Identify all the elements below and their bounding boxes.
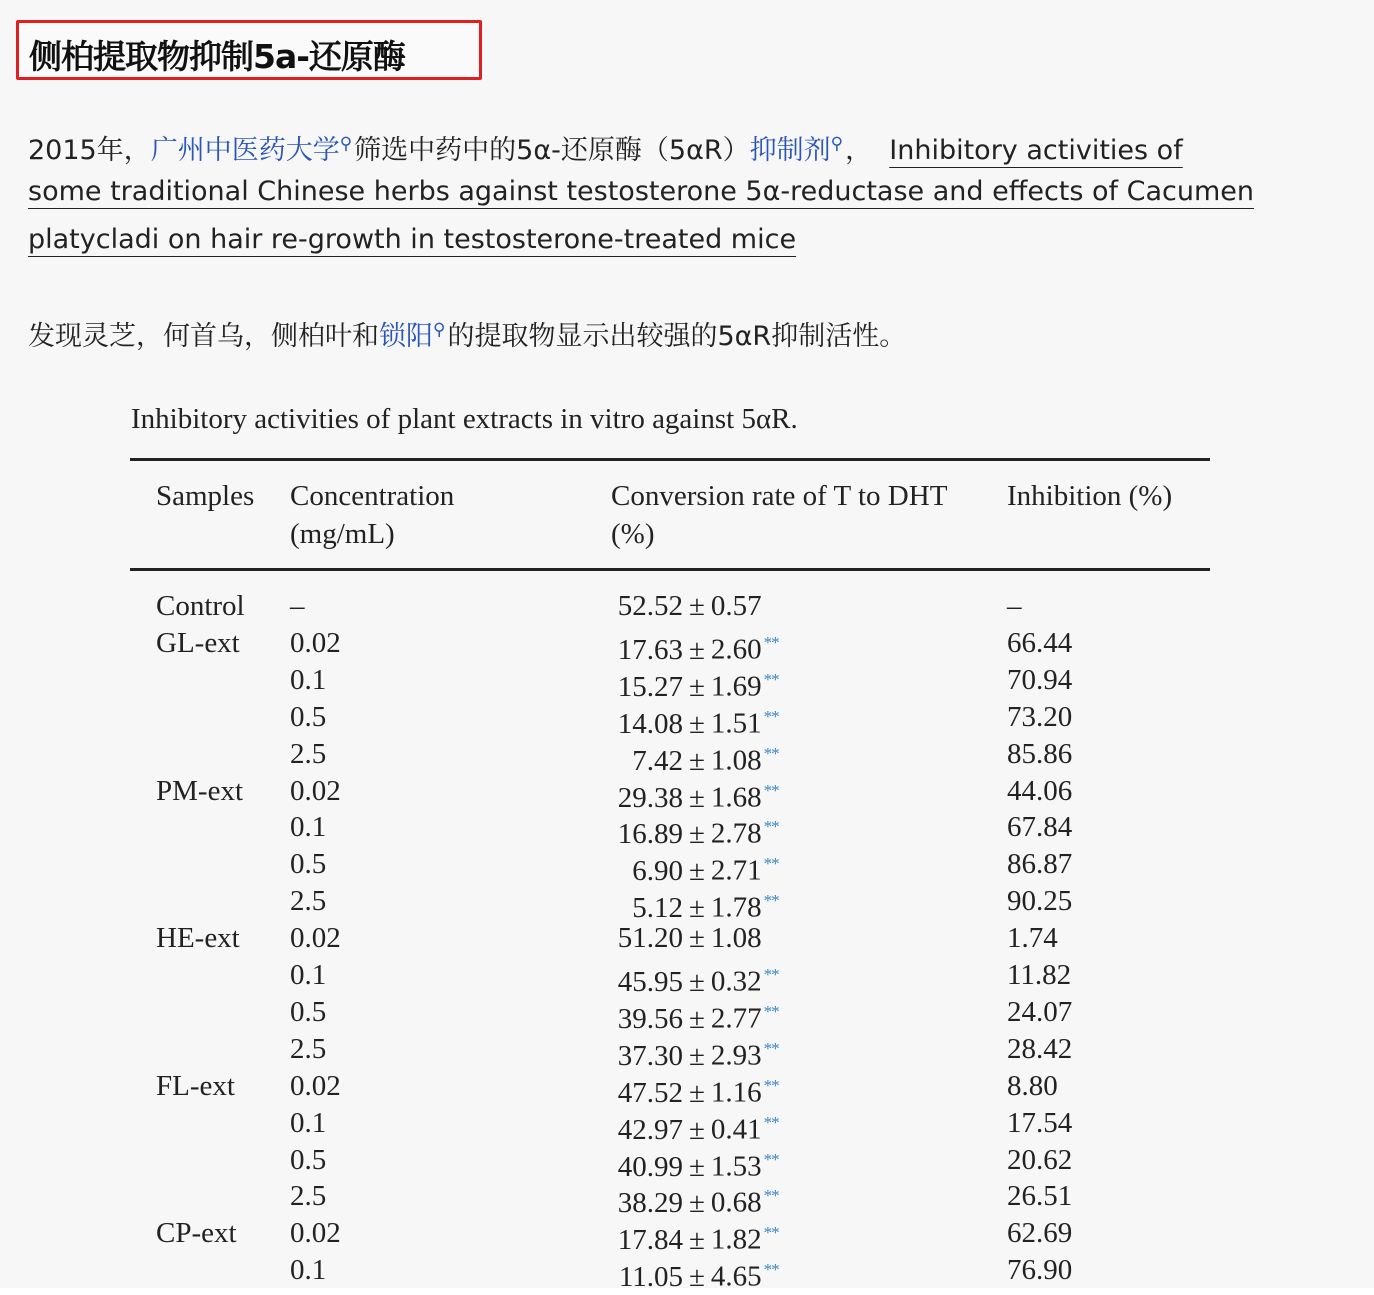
inhibition-cell: 76.90 [1007, 1254, 1073, 1286]
plus-minus-sign: ± [689, 1223, 705, 1256]
inhibition-cell: 66.44 [1007, 627, 1073, 659]
mean-value: 14.08 [617, 707, 683, 740]
sd-value: 0.32 [710, 965, 762, 998]
significance-mark[interactable]: ** [763, 670, 779, 689]
magnifier-icon[interactable]: ⚲ [339, 134, 353, 154]
inhibition-cell: 28.42 [1007, 1033, 1073, 1065]
mean-value: 11.05 [618, 1260, 683, 1293]
inhibition-cell: 17.54 [1007, 1107, 1073, 1139]
intro-comma: ， [845, 135, 873, 166]
conversion-cell [611, 1252, 779, 1295]
mean-value: 5.12 [632, 891, 683, 924]
intro-middle: 筛选中药中的5α-还原酶（5αR） [354, 135, 750, 166]
significance-mark[interactable]: ** [763, 1113, 779, 1132]
inhibition-cell: – [1007, 590, 1022, 622]
sd-value: 2.78 [710, 817, 762, 850]
concentration-cell: 0.1 [290, 1107, 327, 1139]
concentration-cell: 2.5 [290, 1180, 327, 1212]
plus-minus-sign: ± [689, 1002, 705, 1035]
plus-minus-sign: ± [689, 1260, 705, 1293]
header-conversion-line2: (%) [611, 518, 655, 550]
concentration-cell: 2.5 [290, 738, 327, 770]
concentration-cell: 0.5 [290, 996, 327, 1028]
significance-mark[interactable]: ** [763, 781, 779, 800]
sd-value: 1.08 [710, 744, 762, 777]
plus-minus-sign: ± [689, 670, 705, 703]
header-samples: Samples [156, 480, 255, 512]
sample-cell: FL-ext [156, 1070, 235, 1102]
magnifier-icon[interactable]: ⚲ [830, 134, 844, 154]
mean-value: 39.56 [617, 1002, 683, 1035]
significance-mark[interactable]: ** [763, 1039, 779, 1058]
plus-minus-sign: ± [689, 590, 705, 622]
finding-suffix: 的提取物显示出较强的5αR抑制活性。 [447, 321, 907, 352]
sd-value: 1.53 [710, 1150, 762, 1183]
inhibition-cell: 8.80 [1007, 1070, 1058, 1102]
concentration-cell: 0.5 [290, 701, 327, 733]
inhibition-cell: 1.74 [1007, 922, 1058, 954]
table-caption: Inhibitory activities of plant extracts in vitro against 5αR. [131, 403, 798, 435]
mean-value: 51.20 [617, 922, 683, 954]
concentration-cell: 0.02 [290, 922, 341, 954]
section-title: 侧柏提取物抑制5a-还原酶 [29, 37, 405, 76]
sd-value: 1.82 [710, 1223, 762, 1256]
concentration-cell: 0.1 [290, 811, 327, 843]
plus-minus-sign: ± [689, 744, 705, 777]
significance-mark[interactable]: ** [763, 854, 779, 873]
inhibition-cell: 26.51 [1007, 1180, 1073, 1212]
mean-value: 42.97 [617, 1113, 683, 1146]
concentration-cell: 0.1 [290, 959, 327, 991]
concentration-cell: 0.02 [290, 1070, 341, 1102]
inhibition-cell: 67.84 [1007, 811, 1073, 843]
plus-minus-sign: ± [689, 965, 705, 998]
inhibition-cell: 73.20 [1007, 701, 1073, 733]
plus-minus-sign: ± [689, 817, 705, 850]
sample-cell: Control [156, 590, 245, 622]
inhibition-cell: 62.69 [1007, 1217, 1073, 1249]
significance-mark[interactable]: ** [763, 1260, 779, 1279]
mean-value: 40.99 [617, 1150, 683, 1183]
concentration-cell: – [290, 590, 305, 622]
mean-value: 45.95 [617, 965, 683, 998]
mean-value: 7.42 [632, 744, 683, 777]
plus-minus-sign: ± [689, 922, 705, 954]
paper-title-link-3[interactable]: platycladi on hair re-growth in testosterone-treated mice [28, 224, 797, 255]
inhibition-cell: 85.86 [1007, 738, 1073, 770]
significance-mark[interactable]: ** [763, 1002, 779, 1021]
inhibition-cell: 70.94 [1007, 664, 1073, 696]
plus-minus-sign: ± [689, 891, 705, 924]
mean-value: 6.90 [632, 854, 683, 887]
sample-cell: GL-ext [156, 627, 240, 659]
sd-value: 0.68 [710, 1186, 762, 1219]
paper-title-link-1[interactable]: Inhibitory activities of [889, 135, 1183, 166]
inhibition-cell: 90.25 [1007, 885, 1073, 917]
sd-value: 0.57 [710, 590, 762, 622]
mean-value: 16.89 [617, 817, 683, 850]
sd-value: 2.60 [710, 633, 762, 666]
mean-value: 29.38 [617, 781, 683, 814]
concentration-cell: 2.5 [290, 1033, 327, 1065]
mean-value: 37.30 [617, 1039, 683, 1072]
finding-prefix: 发现灵芝，何首乌，侧柏叶和 [28, 321, 379, 352]
suoyang-link[interactable]: 锁阳 [379, 321, 433, 352]
concentration-cell: 0.5 [290, 1144, 327, 1176]
sd-value: 2.93 [710, 1039, 762, 1072]
significance-mark[interactable]: ** [763, 1186, 779, 1205]
sd-value: 2.71 [710, 854, 762, 887]
conversion-cell [611, 588, 762, 624]
sd-value: 1.08 [710, 922, 762, 954]
mean-value: 52.52 [617, 590, 683, 622]
sd-value: 1.68 [710, 781, 762, 814]
mean-value: 17.84 [617, 1223, 683, 1256]
mean-value: 15.27 [617, 670, 683, 703]
sd-value: 1.16 [710, 1076, 762, 1109]
inhibition-cell: 20.62 [1007, 1144, 1073, 1176]
significance-mark[interactable]: ** [763, 1150, 779, 1169]
sd-value: 1.51 [710, 707, 762, 740]
header-concentration-line1: Concentration [290, 480, 455, 512]
header-conversion-line1: Conversion rate of T to DHT [611, 480, 948, 512]
significance-mark[interactable]: ** [763, 891, 779, 910]
plus-minus-sign: ± [689, 854, 705, 887]
significance-mark[interactable]: ** [763, 817, 779, 836]
concentration-cell: 2.5 [290, 885, 327, 917]
table-top-rule [130, 458, 1210, 461]
magnifier-icon[interactable]: ⚲ [433, 320, 446, 340]
concentration-cell: 0.1 [290, 1254, 327, 1286]
sample-cell: CP-ext [156, 1217, 237, 1249]
significance-mark[interactable]: ** [763, 965, 779, 984]
university-link[interactable]: 广州中医药大学 [150, 135, 340, 166]
concentration-cell: 0.02 [290, 1217, 341, 1249]
sample-cell: PM-ext [156, 775, 243, 807]
significance-mark[interactable]: ** [763, 744, 779, 763]
inhibition-cell: 86.87 [1007, 848, 1073, 880]
significance-mark[interactable]: ** [763, 1223, 779, 1242]
plus-minus-sign: ± [689, 633, 705, 666]
sd-value: 2.77 [710, 1002, 762, 1035]
inhibitor-link[interactable]: 抑制剂 [749, 135, 831, 166]
plus-minus-sign: ± [689, 1186, 705, 1219]
intro-year: 2015年， [28, 135, 151, 166]
mean-value: 47.52 [617, 1076, 683, 1109]
plus-minus-sign: ± [689, 1039, 705, 1072]
header-concentration-line2: (mg/mL) [290, 518, 395, 550]
plus-minus-sign: ± [689, 1150, 705, 1183]
mean-value: 17.63 [617, 633, 683, 666]
mean-value: 38.29 [617, 1186, 683, 1219]
sd-value: 0.41 [710, 1113, 762, 1146]
sample-cell: HE-ext [156, 922, 240, 954]
concentration-cell: 0.1 [290, 664, 327, 696]
sd-value: 4.65 [710, 1260, 762, 1293]
significance-mark[interactable]: ** [763, 633, 779, 652]
paper-title-link-2[interactable]: some traditional Chinese herbs against testosterone 5α-reductase and effects of Cacumen [28, 176, 1255, 207]
significance-mark[interactable]: ** [763, 707, 779, 726]
plus-minus-sign: ± [689, 1076, 705, 1109]
plus-minus-sign: ± [689, 1113, 705, 1146]
plus-minus-sign: ± [689, 707, 705, 740]
inhibition-cell: 11.82 [1007, 959, 1072, 991]
header-conversion [611, 477, 947, 553]
concentration-cell: 0.02 [290, 775, 341, 807]
inhibition-cell: 24.07 [1007, 996, 1073, 1028]
table-header-rule [130, 568, 1210, 571]
header-inhibition: Inhibition (%) [1007, 480, 1173, 512]
sd-value: 1.69 [710, 670, 762, 703]
header-concentration [290, 477, 454, 553]
sd-value: 1.78 [710, 891, 762, 924]
inhibition-cell: 44.06 [1007, 775, 1073, 807]
plus-minus-sign: ± [689, 781, 705, 814]
concentration-cell: 0.5 [290, 848, 327, 880]
concentration-cell: 0.02 [290, 627, 341, 659]
conversion-cell [611, 920, 762, 956]
significance-mark[interactable]: ** [763, 1076, 779, 1095]
